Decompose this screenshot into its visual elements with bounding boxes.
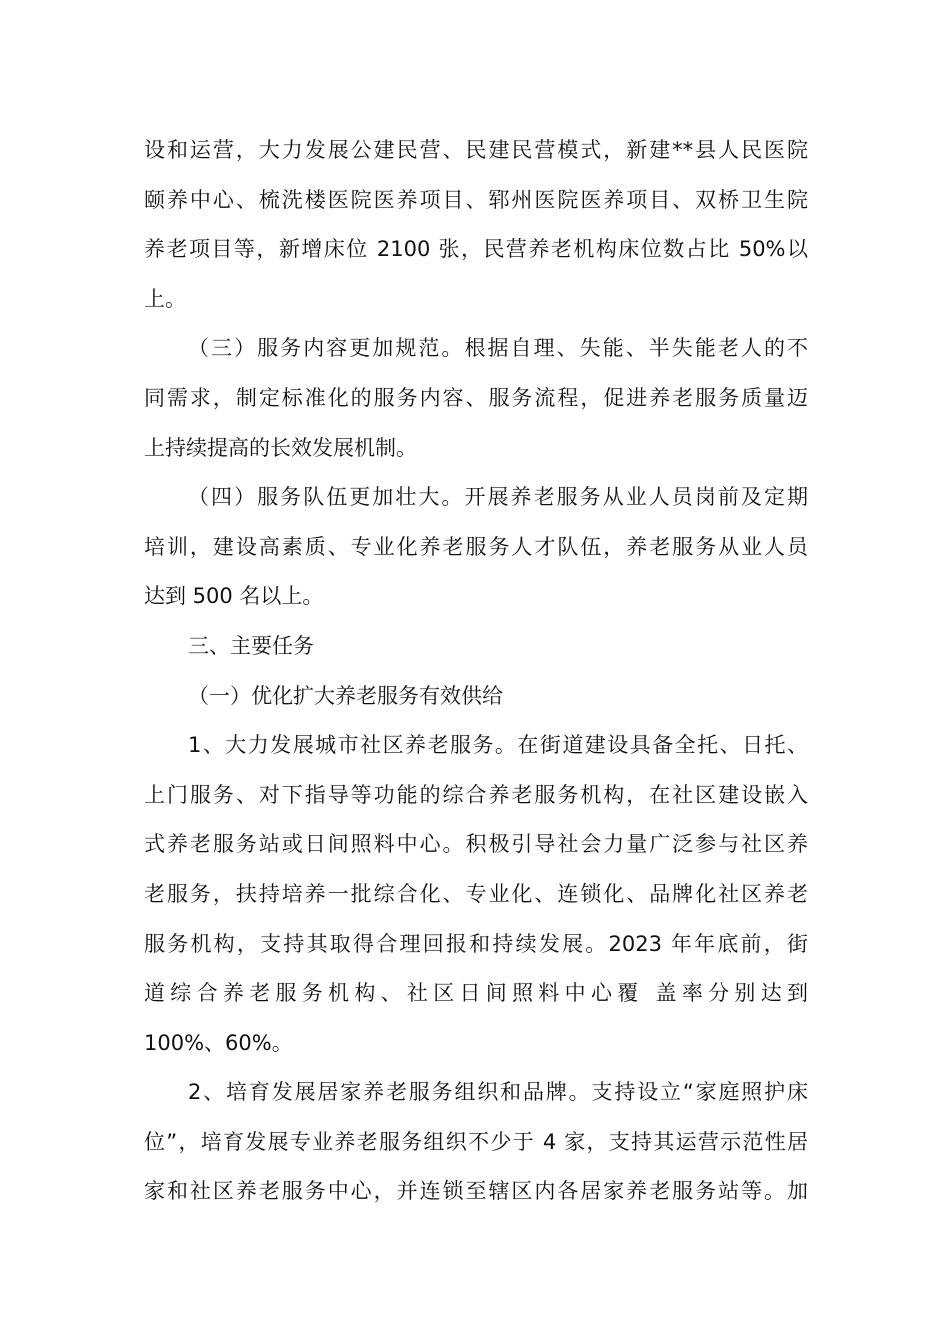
- paragraph-line: 家和社区养老服务中心，并连锁至辖区内各居家养老服务站等。加: [144, 1179, 808, 1204]
- paragraph-line: 设和运营，大力发展公建民营、民建民营模式，新建**县人民医院: [144, 138, 808, 162]
- paragraph-line: 2、培育发展居家养老服务组织和品牌。支持设立“家庭照护床: [188, 1080, 808, 1105]
- paragraph-line: （三）服务内容更加规范。根据自理、失能、半失能老人的不: [188, 336, 808, 361]
- paragraph-line: 上门服务、对下指导等功能的综合养老服务机构，在社区建设嵌入: [144, 782, 808, 807]
- paragraph-line: 培训，建设高素质、专业化养老服务人才队伍，养老服务从业人员: [144, 534, 808, 559]
- paragraph-line: （四）服务队伍更加壮大。开展养老服务从业人员岗前及定期: [188, 485, 808, 510]
- paragraph-line: 颐养中心、梳洗楼医院医养项目、郓州医院医养项目、双桥卫生院: [144, 187, 808, 212]
- paragraph-line: 式养老服务站或日间照料中心。积极引导社会力量广泛参与社区养: [144, 832, 808, 857]
- paragraph-line: 同需求，制定标准化的服务内容、服务流程，促进养老服务质量迈: [144, 385, 808, 410]
- paragraph-line: 1、大力发展城市社区养老服务。在街道建设具备全托、日托、: [188, 733, 808, 758]
- subsection-heading: （一）优化扩大养老服务有效供给: [188, 683, 503, 708]
- paragraph-line: 养老项目等，新增床位 2100 张，民营养老机构床位数占比 50%以: [144, 237, 808, 262]
- paragraph-line: 服务机构，支持其取得合理回报和持续发展。2023 年年底前，街: [144, 931, 808, 956]
- paragraph-line: 道综合养老服务机构、社区日间照料中心覆 盖率分别达到: [144, 981, 808, 1006]
- paragraph-line: 上。: [144, 286, 186, 311]
- paragraph-line: 上持续提高的长效发展机制。: [144, 435, 417, 460]
- paragraph-line: 100%、60%。: [144, 1030, 293, 1055]
- paragraph-line: 老服务，扶持培养一批综合化、专业化、连锁化、品牌化社区养老: [144, 881, 808, 906]
- document-page: [144, 126, 808, 1217]
- paragraph-line: 达到 500 名以上。: [144, 584, 324, 609]
- section-heading: 三、主要任务: [188, 633, 314, 658]
- paragraph-line: 位”，培育发展专业养老服务组织不少于 4 家，支持其运营示范性居: [144, 1129, 808, 1154]
